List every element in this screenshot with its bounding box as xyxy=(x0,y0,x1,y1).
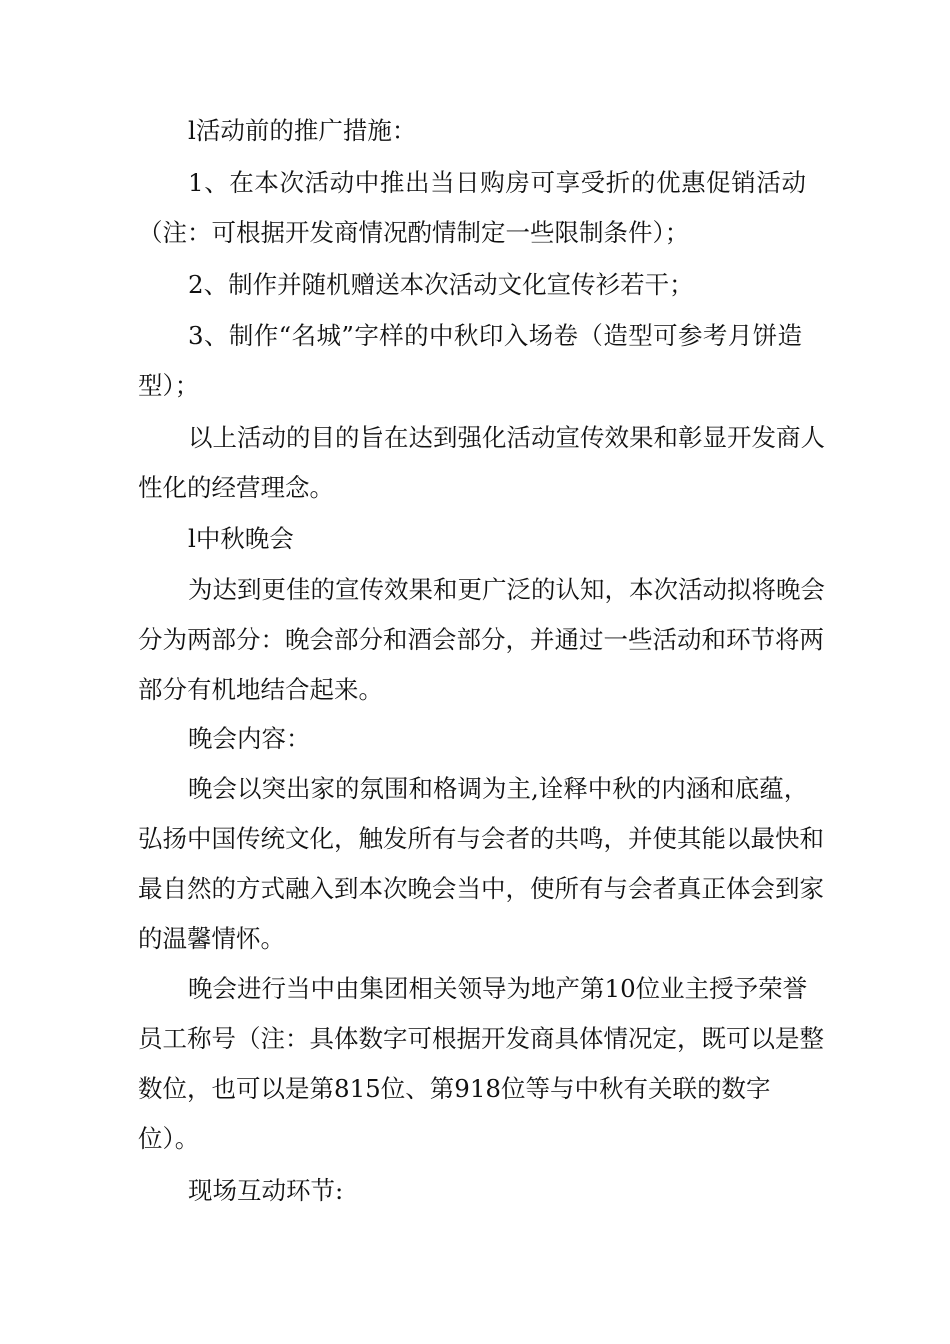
text-line: l中秋晚会 xyxy=(188,524,294,553)
paragraph-gala-content xyxy=(138,764,828,964)
section-heading-promotion xyxy=(138,106,828,156)
text-line: 2、制作并随机赠送本次活动文化宣传衫若干； xyxy=(188,270,694,299)
text-line: （注：可根据开发商情况酌情制定一些限制条件）； xyxy=(138,218,690,247)
text-line: 位）。 xyxy=(138,1124,200,1153)
text-line: 晚会以突出家的氛围和格调为主,诠释中秋的内涵和底蕴， xyxy=(188,774,809,803)
text-line: 性化的经营理念。 xyxy=(138,473,334,502)
text-line: 型）； xyxy=(138,371,200,400)
paragraph-item-3 xyxy=(138,311,828,411)
paragraph-item-2 xyxy=(138,260,828,310)
text-line: 数位，也可以是第815位、第918位等与中秋有关联的数字 xyxy=(138,1074,771,1103)
paragraph-gala-intro xyxy=(138,565,828,715)
text-line: l活动前的推广措施： xyxy=(188,116,417,145)
paragraph-honor-award xyxy=(138,964,828,1164)
text-line: 1、在本次活动中推出当日购房可享受折的优惠促销活动 xyxy=(188,168,807,197)
text-line: 晚会内容： xyxy=(188,724,311,753)
text-line: 3、制作“名城”字样的中秋印入场卷（造型可参考月饼造 xyxy=(188,321,803,350)
paragraph-summary xyxy=(138,413,828,513)
section-heading-interaction xyxy=(138,1166,828,1216)
text-line: 分为两部分：晚会部分和酒会部分，并通过一些活动和环节将两 xyxy=(138,625,824,654)
text-line: 员工称号（注：具体数字可根据开发商具体情况定，既可以是整 xyxy=(138,1024,824,1053)
text-line: 弘扬中国传统文化，触发所有与会者的共鸣，并使其能以最快和 xyxy=(138,824,824,853)
section-heading-gala-content xyxy=(138,714,828,764)
text-line: 现场互动环节: xyxy=(188,1176,344,1205)
text-line: 为达到更佳的宣传效果和更广泛的认知，本次活动拟将晚会 xyxy=(188,575,825,604)
text-line: 以上活动的目的旨在达到强化活动宣传效果和彰显开发商人 xyxy=(188,423,825,452)
text-line: 晚会进行当中由集团相关领导为地产第10位业主授予荣誉 xyxy=(188,974,808,1003)
section-heading-gala xyxy=(138,514,828,564)
text-line: 部分有机地结合起来。 xyxy=(138,675,383,704)
text-line: 的温馨情怀。 xyxy=(138,924,285,953)
paragraph-item-1 xyxy=(138,158,828,258)
text-line: 最自然的方式融入到本次晚会当中，使所有与会者真正体会到家 xyxy=(138,874,824,903)
